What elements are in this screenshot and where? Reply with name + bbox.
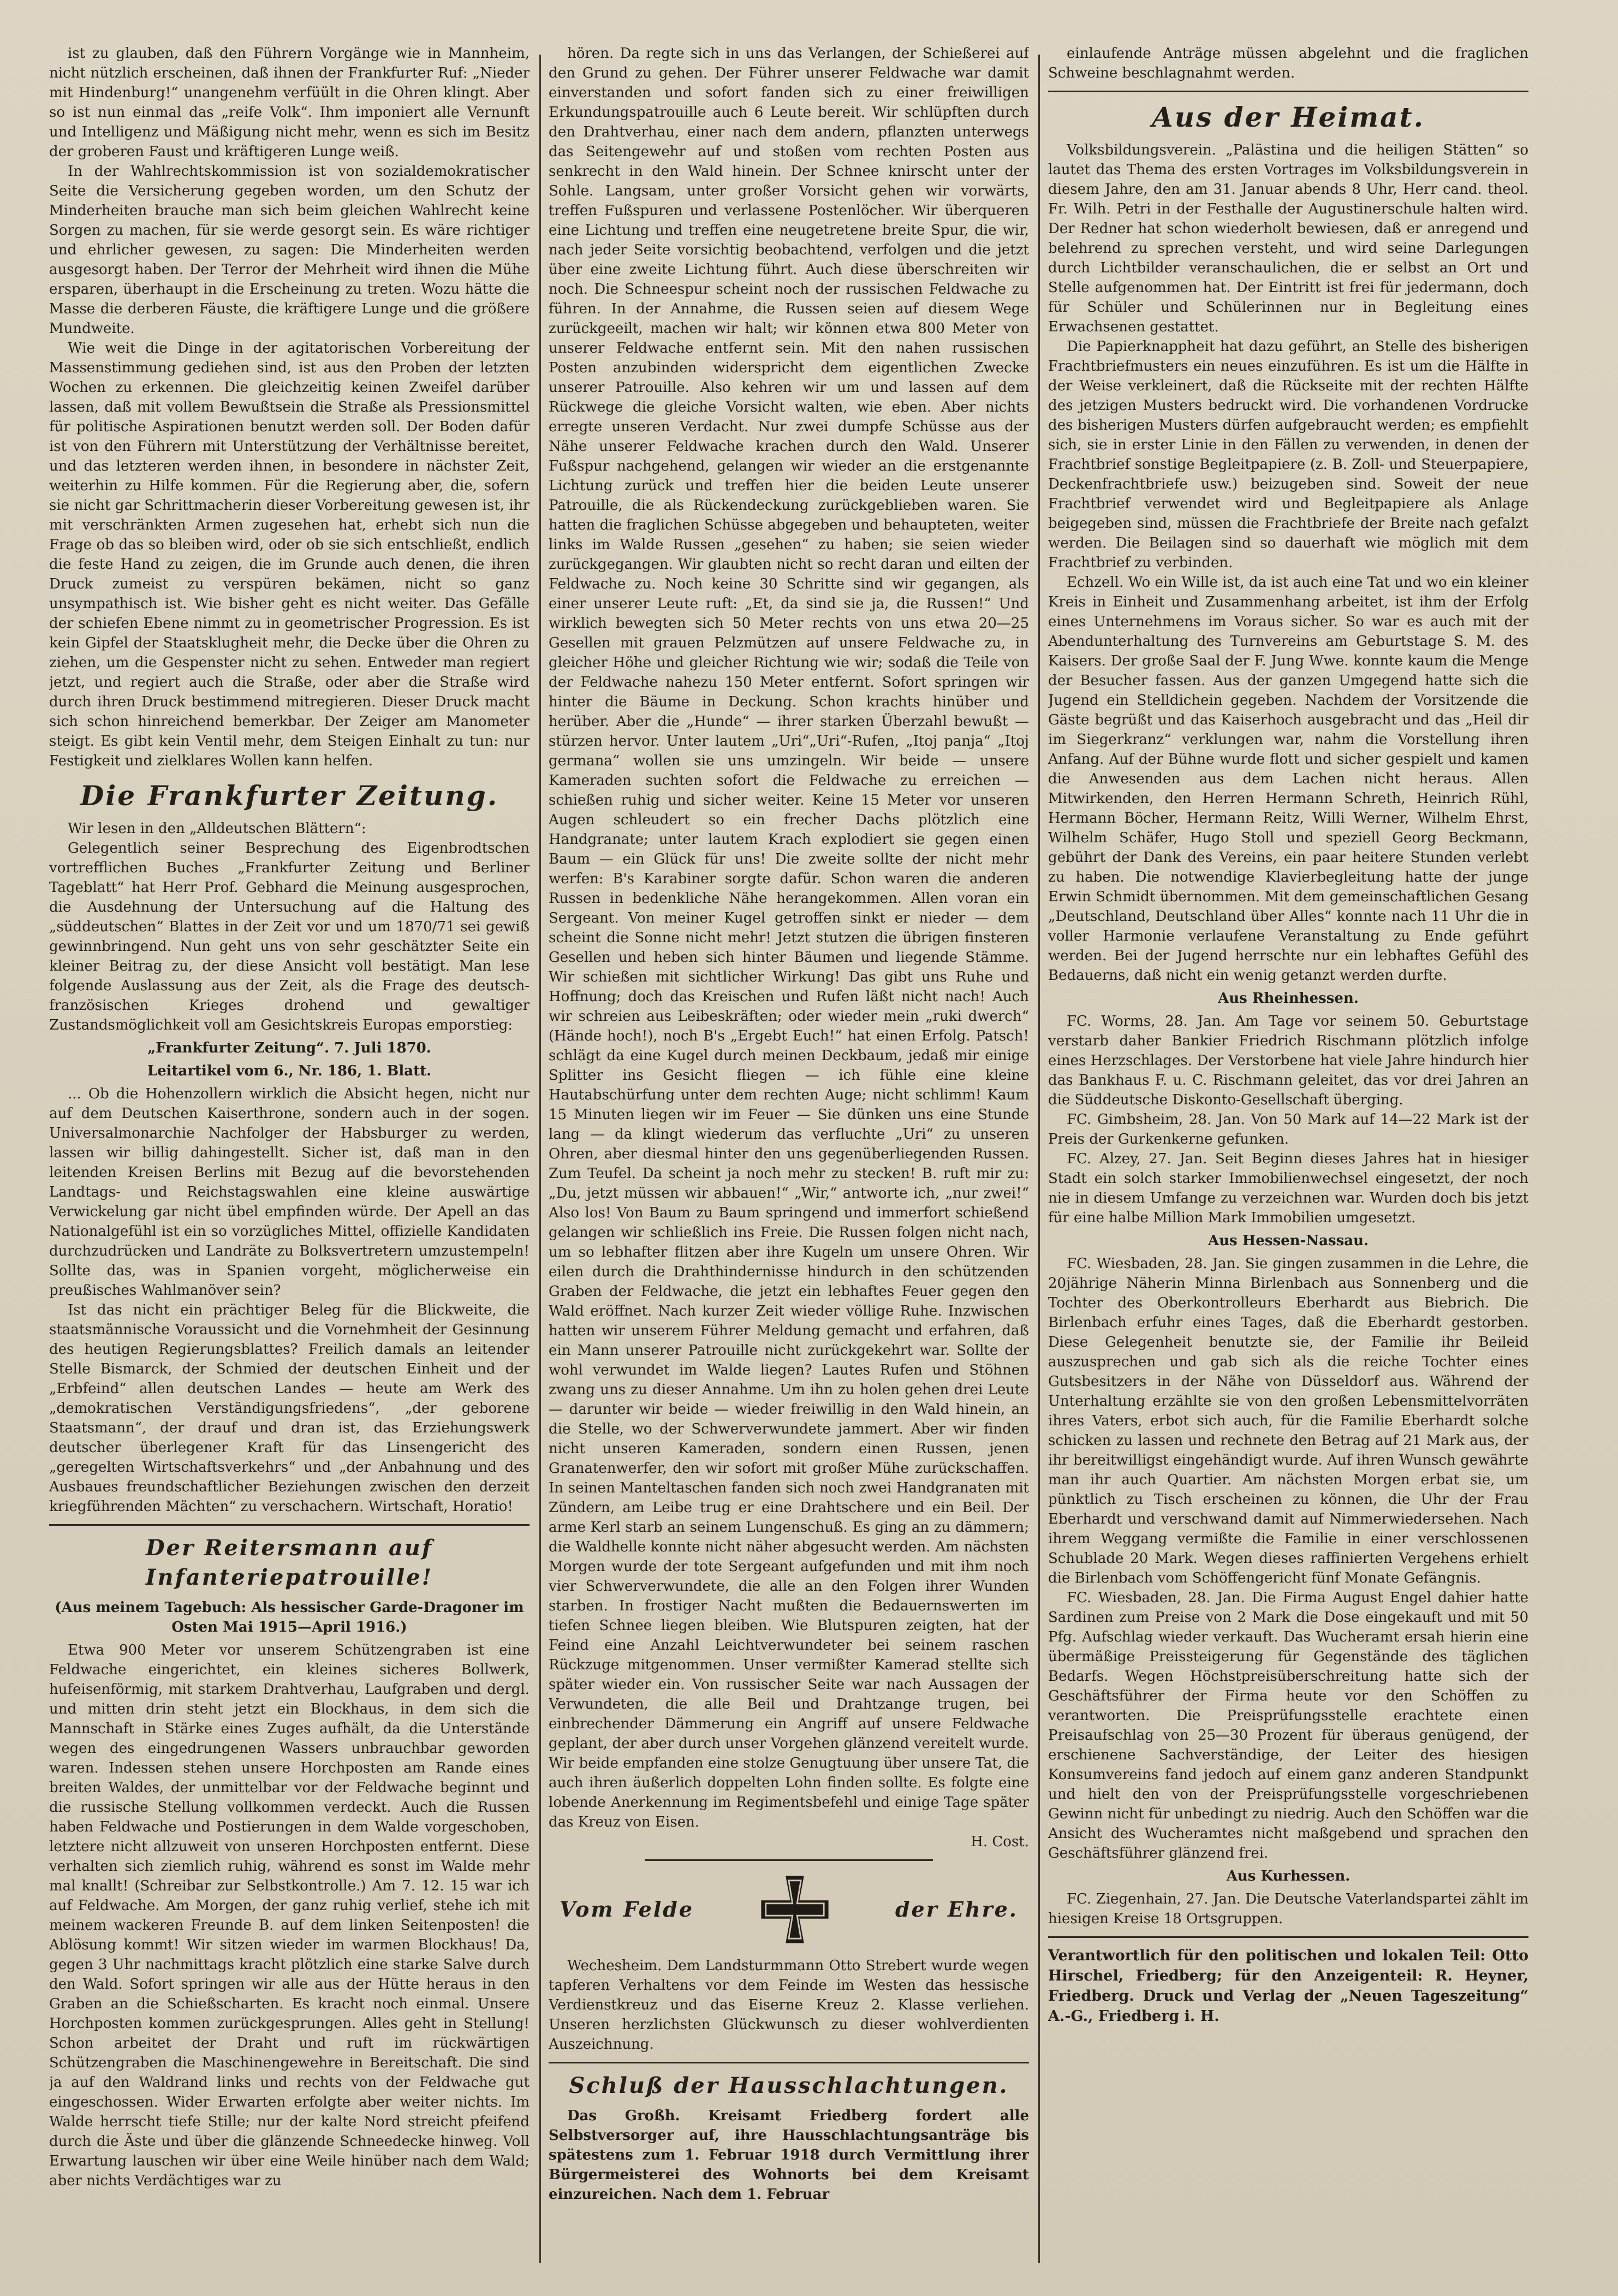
- section-divider: [1048, 1936, 1528, 1938]
- headline-reitersmann: Der Reitersmann auf Infanteriepatrouille!: [145, 1535, 433, 1590]
- article-paragraph: FC. Ziegenhain, 27. Jan. Die Deutsche Vaterlandspartei zählt im hiesigen Kreise 18 Ortsgruppen.: [1048, 1891, 1528, 1927]
- quote-source-detail: Leitartikel vom 6., Nr. 186, 1. Blatt.: [147, 1063, 432, 1079]
- article-paragraph: Wie weit die Dinge in der agitatorischen Vorbereitung der Massenstimmung gediehen sind, ist aus den Proben der letzten Wochen zu erkennen. Die gleichzeitig keinen Zweifel darüber lassen, daß mit vollem Bewußtsein die Straße als Pressionsmittel für politische Aspirationen benutzt werden soll. Der Boden dafür ist von den Führern mit Unterstützung der Verhältnisse bereitet, und das letzteren werden ihnen, in besondere in nächster Zeit, weiterhin zu Hilfe kommen. Für die Regierung aber, die, sofern sie nicht gar Schrittmacherin dieser Vorbereitung gewesen ist, ihr mit verschränkten Armen zugesehen hat, erhebt sich nun die Frage ob das so bleiben wird, oder ob sie sich entschließt, endlich die feste Hand zu zeigen, die im Grunde auch denen, die ihren Druck zumeist zu verspüren bekämen, nicht so ganz unsympathisch ist. Wie bisher geht es nicht weiter. Das Gefälle der schiefen Ebene nimmt zu in geometrischer Progression. Es ist kein Gipfel der Staatsklugheit mehr, die Decke über die Ohren zu ziehen, um die Gespenster nicht zu sehen. Entweder man regiert jetzt, und regiert auch die Straße, oder aber die Straße wird durch ihren Druck bestimmend mitregieren. Dieser Druck macht sich schon hinreichend bemerkbar. Der Zeiger am Manometer steigt. Es gibt kein Ventil mehr, dem Steigen Einhalt zu tun: nur Festigkeit und zielklares Wollen kann helfen.: [49, 340, 530, 769]
- section-heading-rheinhessen: Aus Rheinhessen.: [1218, 990, 1359, 1007]
- section-divider: [1048, 91, 1528, 92]
- quote-source: „Frankfurter Zeitung“. 7. Juli 1870.: [147, 1040, 431, 1056]
- imprint: Verantwortlich für den politischen und lokalen Teil: Otto Hirschel, Friedberg; für den Anzeigenteil: R. Heyner, Friedberg. Druck und Verlag der „Neuen Tageszeitung“ A.-G., Friedberg i. H.: [1048, 1947, 1528, 2025]
- article-paragraph: Wir lesen in den „Alldeutschen Blättern“:: [68, 820, 366, 837]
- section-divider: [49, 1524, 530, 1526]
- article-paragraph: FC. Alzey, 27. Jan. Seit Beginn dieses Jahres hat in hiesiger Stadt ein solch starker Immobilienwechsel eingesetzt, der noch nie in diesem Umfange zu verzeichnen war. Wurden doch bis jetzt für eine halbe Million Mark Immobilien umgesetzt.: [1048, 1151, 1528, 1226]
- article-paragraph: Das Großh. Kreisamt Friedberg fordert alle Selbstversorger auf, ihre Hausschlachtungsanträge bis spätestens zum 1. Februar 1918 durch Vermittlung ihrer Bürgermeisterei des Wohnorts bei dem Kreisamt einzureichen. Nach dem 1. Februar: [549, 2108, 1029, 2203]
- article-paragraph: FC. Wiesbaden, 28. Jan. Sie gingen zusammen in die Lehre, die 20jährige Näherin Minna Birlenbach aus Sonnenberg und die Tochter des Oberkontrolleurs Eberhardt aus Biebrich. Die Birlenbach erfuhr eines Tages, daß die Eberhardt gestorben. Diese Gelegenheit benutzte sie, der Familie ihr Beileid auszusprechen und gab sich als die reiche Tochter eines Gutsbesitzers in der Nähe von Düsseldorf aus. Während der Unterhaltung erzählte sie von den großen Lebensmittelvorräten ihres Vaters, erbot sich auch, für die Familie Eberhardt solche schicken zu lassen und rechnete den Betrag auf 21 Mark aus, der ihr bereitwilligst eingehändigt wurde. Auf ihren Wunsch gewährte man ihr auch Quartier. Am nächsten Morgen erbat sie, um pünktlich zu Tisch erscheinen zu können, die Uhr der Frau Eberhardt und verschwand damit auf Nimmerwiedersehen. Nach ihrem Weggang vermißte die Familie in einer verschlossenen Schublade 20 Mark. Wegen dieses raffinierten Vergehens erhielt die Birlenbach vom Schöffengericht fünf Monate Gefängnis.: [1048, 1256, 1528, 1586]
- headline-frankfurter-zeitung: Die Frankfurter Zeitung.: [80, 780, 499, 812]
- honor-title-right: der Ehre.: [895, 1897, 1018, 1922]
- article-paragraph: FC. Worms, 28. Jan. Am Tage vor seinem 50. Geburtstage verstarb daher Bankier Friedrich Rischmann plötzlich infolge eines Herzschlages. Der Verstorbene hat viele Jahre hindurch hier das Bankhaus F. u. C. Rischmann geleitet, das vor drei Jahren an die Süddeutsche Diskonto-Gesellschaft überging.: [1048, 1013, 1528, 1108]
- article-paragraph: In der Wahlrechtskommission ist von sozialdemokratischer Seite die Versicherung gegeben worden, um den Schutz der Minderheiten brauche man sich beim gleichen Wahlrecht keine Sorgen zu machen, für sie werde gesorgt sein. Es wäre richtiger und ehrlicher gewesen, zu sagen: Die Minderheiten werden ausgesorgt haben. Der Terror der Mehrheit wird ihnen die Mühe ersparen, überhaupt in die Erscheinung zu treten. Wozu hätte die Masse die derberen Fäuste, die kräftigere Lunge und die größere Mundweite.: [49, 163, 530, 337]
- headline-subtitle: (Aus meinem Tagebuch: Als hessischer Garde-Dragoner im Osten Mai 1915—April 1916.): [55, 1599, 524, 1635]
- article-paragraph: einlaufende Anträge müssen abgelehnt und die fraglichen Schweine beschlagnahmt werden.: [1048, 45, 1528, 81]
- article-paragraph: ... Ob die Hohenzollern wirklich die Absicht hegen, nicht nur auf dem Deutschen Kaiserthrone, sondern auch in der sogen. Universalmonarchie Nachfolger der Habsburger zu werden, lassen wir billig dahingestellt. Sicher ist, daß man in den leitenden Kreisen Berlins mit Bezug auf die bevorstehenden Landtags- und Reichstagswahlen eine kleine auswärtige Verwickelung gar nicht übel empfinden würde. Der Apell an das Nationalgefühl ist ein so vorzügliches Mittel, offizielle Kandidaten durchzudrücken und Landräte zu Bolksvertretern umzustempeln! Sollte das, was in Spanien vorgeht, möglicherweise ein preußisches Wahlmanöver sein?: [49, 1086, 530, 1299]
- article-signature: H. Cost.: [971, 1834, 1029, 1850]
- section-heading-kurhessen: Aus Kurhessen.: [1226, 1868, 1351, 1884]
- article-paragraph: Ist das nicht ein prächtiger Beleg für die Blickweite, die staatsmännische Voraussicht und die Vornehmheit der Gesinnung des heutigen Regierungsblattes? Freilich damals an leitender Stelle Bismarck, der Schmied der deutschen Einheit und der „Erbfeind“ allen deutschen Landes — heute am Werk des „demokratischen Verständigungsfriedens“, „der geborene Staatsmann“, der drauf und dran ist, das Erziehungswerk deutscher überlegener Kraft für das Linsengericht des „geregelten Wirtschaftsverkehrs“ und „der Anbahnung und des Ausbaues freundschaftlicher Beziehungen zwischen den derzeit kriegführenden Mächten“ zu verschachern. Wirtschaft, Horatio!: [49, 1302, 530, 1515]
- headline-aus-der-heimat: Aus der Heimat.: [1151, 101, 1425, 133]
- section-divider: [645, 1859, 933, 1861]
- article-paragraph: Echzell. Wo ein Wille ist, da ist auch eine Tat und wo ein kleiner Kreis in Einheit und Zusammenhang arbeitet, ist ihm der Erfolg eines Unternehmens im Voraus sicher. So war es auch mit der Abendunterhaltung des Turnvereins am Geburtstage S. M. des Kaisers. Der große Saal der F. Jung Wwe. konnte kaum die Menge der Besucher fassen. Aus der ganzen Umgegend hatte sich die Jugend ein Stelldichein gegeben. Nachdem der Vorsitzende die Gäste begrüßt und das Kaiserhoch ausgebracht und das „Heil dir im Siegerkranz“ verklungen war, nahm die Vorstellung ihren Anfang. Auf der Bühne wurde flott und sicher gespielt und kamen die Anwesenden aus dem Lachen nicht heraus. Allen Mitwirkenden, den Herren Hermann Schreth, Heinrich Rühl, Hermann Böcher, Hermann Reitz, Willi Werner, Wilhelm Ehrst, Wilhelm Schäfer, Hugo Stoll und speziell Georg Beckmann, gebührt der Dank des Vereins, ein paar heitere Stunden verlebt zu haben. Die notwendige Klavierbegleitung hatte der junge Erwin Schmidt übernommen. Mit dem gemeinschaftlichen Gesang „Deutschland, Deutschland über Alles“ konnte nach 11 Uhr die in voller Harmonie verlaufene Veranstaltung zu Ende geführt werden. Bei der Jugend herrschte nur ein lebhaftes Gefühl des Bedauerns, daß nicht ein wenig getanzt werden durfte.: [1048, 574, 1528, 984]
- article-paragraph: Wechesheim. Dem Landsturmmann Otto Strebert wurde wegen tapferen Verhaltens vor dem Feinde im Westen das hessische Verdienstkreuz und das Eiserne Kreuz 2. Klasse verliehen. Unseren herzlichsten Glückwunsch zu dieser wohlverdienten Auszeichnung.: [549, 1958, 1029, 2053]
- article-paragraph: Gelegentlich seiner Besprechung des Eigenbrodtschen vortrefflichen Buches „Frankfurter Zeitung und Berliner Tageblatt“ hat Herr Prof. Gebhard die Meinung ausgesprochen, die Ausdehnung der Untersuchung auf die Haltung des „süddeutschen“ Blattes in der Zeit vor und um 1870/71 sei gewiß gewinnbringend. Nun geht uns von sehr geschätzter Seite ein kleiner Beitrag zu, der diese Ansicht voll bestätigt. Man lese folgende Auslassung aus der Zeit, als die Frage des deutsch-französischen Krieges drohend und gewaltiger Zustandsmöglichkeit voll am Gesichtskreis Europas emporstieg:: [49, 840, 530, 1033]
- iron-cross-icon: [757, 1871, 833, 1948]
- headline-hausschlachtungen: Schluß der Hausschlachtungen.: [569, 2073, 1009, 2098]
- article-paragraph: Die Papierknappheit hat dazu geführt, an Stelle des bisherigen Frachtbriefmusters ein neues einzuführen. Es ist um die Hälfte in der Weise verkleinert, daß die Rückseite mit der rechten Hälfte des jetzigen Musters bedruckt wird. Die vorhandenen Vordrucke des bisherigen Musters dürfen aufgebraucht werden; es empfiehlt sich, sie in erster Linie in den Fällen zu verwenden, in denen der Frachtbrief sonstige Begleitpapiere (z. B. Zoll- und Steuerpapiere, Deckenfrachtbriefe usw.) beizugeben sind. Soweit der neue Frachtbrief verwendet wird und Begleitpapiere als Anlage beigegeben sind, müssen die Frachtbriefe der Breite nach gefalzt werden. Die Beilagen sind so dauerhaft wie möglich mit dem Frachtbrief zu verbinden.: [1048, 338, 1528, 571]
- honor-roll-header: [560, 1869, 1018, 1950]
- article-paragraph: FC. Wiesbaden, 28. Jan. Die Firma August Engel dahier hatte Sardinen zum Preise von 2 Mark die Dose eingekauft und mit 50 Pfg. Aufschlag wieder verkauft. Das Wucheramt ersah hierin eine übermäßige Preissteigerung für Gegenstände des täglichen Bedarfs. Wegen Höchstpreisüberschreitung hatte sich der Geschäftsführer der Firma heute vor den Schöffen zu verantworten. Die Preisprüfungsstelle erachtete einen Preisaufschlag von 25—30 Prozent für überaus genügend, der erschienene Sachverständige, der Leiter des hiesigen Konsumvereins fand jedoch auf einem ganz anderen Standpunkt und hielt den von der Preisprüfungsstelle vorgeschriebenen Gewinn nicht für unbedingt zu niedrig. Auch den Schöffen war die Ansicht des Wucheramtes nicht maßgebend und sprachen den Geschäftsführer glänzend frei.: [1048, 1590, 1528, 1861]
- column-2: [549, 44, 1029, 2263]
- article-paragraph: Etwa 900 Meter vor unserem Schützengraben ist eine Feldwache eingerichtet, ein kleines sicheres Bollwerk, hufeisenförmig, mit starkem Drahtverhau, Laufgraben und dergl. und mitten drin steht jetzt ein Blockhaus, in dem sich die Mannschaft in Stärke eines Zuges aufhält, da die Unterstände wegen des eingedrungenen Wassers unbrauchbar geworden waren. Indessen stehen unsere Horchposten am Rande eines breiten Waldes, der unmittelbar vor der Feldwache beginnt und die russische Stellung vollkommen verdeckt. Auch die Russen haben Feldwache und Postierungen in dem Walde vorgeschoben, letztere nicht allzuweit von unseren Horchposten entfernt. Diese verhalten sich ziemlich ruhig, während es sonst im Walde mehr mal knallt! (Schreibar zur Selbstkontrolle.) Am 7. 12. 15 war ich auf Feldwache. Am Morgen, der ganz ruhig verlief, stehe ich mit meinem wackeren Freunde B. auf dem linken Seitenposten! die Ablösung kommt! Wir sitzen wieder im warmen Blockhaus! Da, gegen 3 Uhr nachmittags kracht plötzlich eine starke Salve durch den Wald. Sofort springen wir alle aus der Hütte heraus in den Graben an die Schießscharten. Es kracht noch einmal. Unsere Horchposten kommen zurückgesprungen. Alles geht in Stellung! Schon arbeitet der Draht und ruft im rückwärtigen Schützengraben die Maschinengewehre in Bereitschaft. Die sind ja auf den Waldrand links und rechts von der Feldwache gut eingeschossen. Wider Erwarten erfolgte aber weiter nichts. Im Walde herrscht tiefe Stille; nur der kalte Nord streicht pfeifend durch die Äste und über die glänzende Schneedecke hinweg. Voll Erwartung lauschen wir über eine Weile hinüber nach dem Wald; aber nichts Verdächtiges war zu: [49, 1642, 530, 2189]
- section-divider: [549, 2062, 1029, 2063]
- column-1: [49, 44, 530, 2263]
- column-3: [1048, 44, 1528, 2263]
- column-rule-right: [1038, 55, 1040, 2263]
- column-rule-left: [539, 55, 541, 2263]
- article-paragraph: hören. Da regte sich in uns das Verlangen, der Schießerei auf den Grund zu gehen. Der Führer unserer Feldwache war damit einverstanden und sofort fanden sich zu einer freiwilligen Erkundungspatrouille auch 6 Leute bereit. Wir schlüpften durch den Drahtverhau, einer nach dem andern, pflanzten unterwegs das Seitengewehr auf und stoßen vom rechten Posten aus senkrecht in den Wald hinein. Der Schnee knirscht unter der Sohle. Langsam, unter großer Vorsicht gehen wir vorwärts, treffen Fußspuren und verlassene Postenlöcher. Wir überqueren eine Lichtung und treffen eine neugetretene breite Spur, die wir, nach jeder Seite vorsichtig beobachtend, verfolgen und die jetzt über eine zweite Lichtung führt. Auch diese überschreiten wir noch. Die Schneespur scheint noch der russischen Feldwache zu führen. In der Annahme, die Russen seien auf diesem Wege zurückgeeilt, machen wir halt; wir können etwa 800 Meter von unserer Feldwache entfernt sein. Mit den nahen russischen Posten anzubinden widerspricht dem eigentlichen Zwecke unserer Patrouille. Also kehren wir um und lassen auf dem Rückwege die gleiche Vorsicht walten, wie eben. Aber nichts erregte unseren Verdacht. Nur zwei dumpfe Schüsse aus der Nähe unserer Feldwache krachen durch den Wald. Unserer Fußspur nachgehend, gelangen wir wieder an die erstgenannte Lichtung zurück und treffen hier die beiden Leute unserer Patrouille, die als Rückendeckung zurückgeblieben waren. Sie hatten die fraglichen Schüsse abgegeben und behaupteten, weiter links im Walde Russen „gesehen“ zu haben; sie seien wieder zurückgegangen. Wir glaubten nicht so recht daran und eilten der Feldwache zu. Noch keine 30 Schritte sind wir gegangen, als einer unserer Leute ruft: „Et, da sind sie ja, die Russen!“ Und wirklich bewegten sich 50 Meter rechts von uns etwa 20—25 Gesellen mit grauen Pelzmützen auf unsere Feldwache zu, in gleicher Höhe und gleicher Richtung wie wir; sodaß die Teile von der Feldwache nahezu 150 Meter entfernt. Sofort springen wir hinter die Bäume in Deckung. Schon krachts hinüber und herüber. Aber die „Hunde“ — ihrer starken Überzahl bewußt — stürzen hervor. Unter lautem „Uri“„Uri“-Rufen, „Itoj panja“ „Itoj germana“ wollen sie uns umzingeln. Wir beide — unsere Kameraden suchten sofort die Feldwache zu erreichen — schießen ruhig und sicher weiter. Keine 15 Meter vor unseren Augen schleudert so ein frecher Dachs plötzlich eine Handgranate; unter lautem Krach explodiert sie gegen einen Baum — ein Glück für uns! Die zweite sollte der nicht mehr werfen: B's Karabiner sorgte dafür. Schon waren die anderen Russen in bedenkliche Nähe herangekommen. Allen voran ein Sergeant. Von meiner Kugel getroffen sinkt er nieder — dem scheint die Sonne nicht mehr! Jetzt stutzen die übrigen finsteren Gesellen und heben sich hinter Bäumen und liegende Stämme. Wir schießen mit sichtlicher Wirkung! Das gibt uns Ruhe und Hoffnung; doch das Kreischen und Rufen läßt nicht nach! Auch wir schreien aus Leibeskräften; oder wieder mein „ruki dwerch“ (Hände hoch!), noch B's „Ergebt Euch!“ hat einen Erfolg. Patsch! schlägt da eine Kugel durch meinen Deckbaum, jedaß mir einige Splitter ins Gesicht fliegen — ich fühle eine kleine Hautabschürfung unter dem rechten Auge; nicht schlimm! Kaum 15 Minuten liegen wir im Feuer — Sie dünken uns eine Stunde lang — da klingt wiederum das verfluchte „Uri“ zu unseren Ohren, aber diesmal hinter den uns gegenüberliegenden Russen. Zum Teufel. Da scheint ja noch mehr zu stecken! B. ruft mir zu: „Du, jetzt müssen wir abbauen!“ „Wir,“ antworte ich, „nur zwei!“ Also los! Von Baum zu Baum springend und immerfort schießend gelangen wir schließlich ins Freie. Die Russen folgen nicht nach, um so lebhafter flitzen aber ihre Kugeln um unsere Ohren. Wir eilen durch die Drahthindernisse hindurch in den schützenden Graben der Feldwache, die jetzt ein lebhaftes Feuer gegen den Wald eröffnet. Nach kurzer Zeit wieder völlige Ruhe. Inzwischen hatten wir unserem Führer Meldung gemacht und erfahren, daß ein Mann unserer Patrouille nicht zurückgekehrt war. Sollte der wohl verwundet im Walde liegen? Lautes Rufen und Stöhnen zwang uns zu dieser Annahme. Um ihn zu holen gehen drei Leute — darunter wir beide — wieder freiwillig in den Wald hinein, an die Stelle, wo der Schwerverwundete jammert. Aber wir finden nicht unseren Kameraden, sondern einen Russen, jenen Granatenwerfer, den wir sofort mit großer Mühe zurückschaffen. In seinen Manteltaschen fanden sich noch zwei Handgranaten mit Zündern, am Leibe trug er eine Drahtschere und ein Beil. Der arme Kerl starb an seinem Lungenschuß. Es ging an zu dämmern; die Waldhelle konnte nicht näher abgesucht werden. Am nächsten Morgen wurde der tote Sergeant aufgefunden und mit ihm noch vier Schwerverwundete, die alle an den Folgen ihrer Wunden starben. In frostiger Nacht mußten die Bedauernswerten im tiefen Schnee liegen bleiben. Wie Blutspuren zeigten, hat der Feind eine Anzahl Leichtverwundeter bei seinem raschen Rückzuge mitgenommen. Unser vermißter Kamerad stellte sich später wieder ein. Von russischer Seite war nach Aussagen der Verwundeten, die alle Beil und Drahtzange trugen, bei einbrechender Dämmerung ein Angriff auf unsere Feldwache geplant, der aber durch unser Vorgehen glänzend vereitelt wurde. Wir beide empfanden eine stolze Genugtuung über unsere Tat, die auch ihren äußerlich doppelten Lohn finden sollte. Es folgte eine lobende Anerkennung im Regimentsbefehl und einige Tage später das Kreuz von Eisen.: [549, 45, 1029, 1830]
- honor-title-left: Vom Felde: [560, 1897, 694, 1922]
- article-paragraph: Volksbildungsverein. „Palästina und die heiligen Stätten“ so lautet das Thema des ersten Vortrages im Volksbildungsverein in diesem Jahre, den am 31. Januar abends 8 Uhr, Herr cand. theol. Fr. Wilh. Petri in der Festhalle der Augustinerschule halten wird. Der Redner hat schon wiederholt bewiesen, daß er anregend und belehrend zu sprechen versteht, und wird seine Darlegungen durch Lichtbilder veranschaulichen, die er selbst an Ort und Stelle aufgenommen hat. Der Eintritt ist frei für jedermann, doch für Schüler und Schülerinnen nur in Begleitung eines Erwachsenen gestattet.: [1048, 142, 1528, 335]
- article-paragraph: ist zu glauben, daß den Führern Vorgänge wie in Mannheim, nicht nützlich erscheinen, daß ihnen der Frankfurter Ruf: „Nieder mit Hindenburg!“ unangenehm verfüült in die Ohren klingt. Aber so ist nun einmal das „reife Volk“. Ihm imponiert alle Vernunft und Intelligenz und Mäßigung nicht mehr, wenn es sich im Besitz der groberen Faust und kräftigeren Lunge weiß.: [49, 45, 530, 160]
- section-heading-hessen-nassau: Aus Hessen-Nassau.: [1207, 1233, 1369, 1249]
- article-paragraph: FC. Gimbsheim, 28. Jan. Von 50 Mark auf 14—22 Mark ist der Preis der Gurkenkerne gefunken.: [1048, 1111, 1528, 1147]
